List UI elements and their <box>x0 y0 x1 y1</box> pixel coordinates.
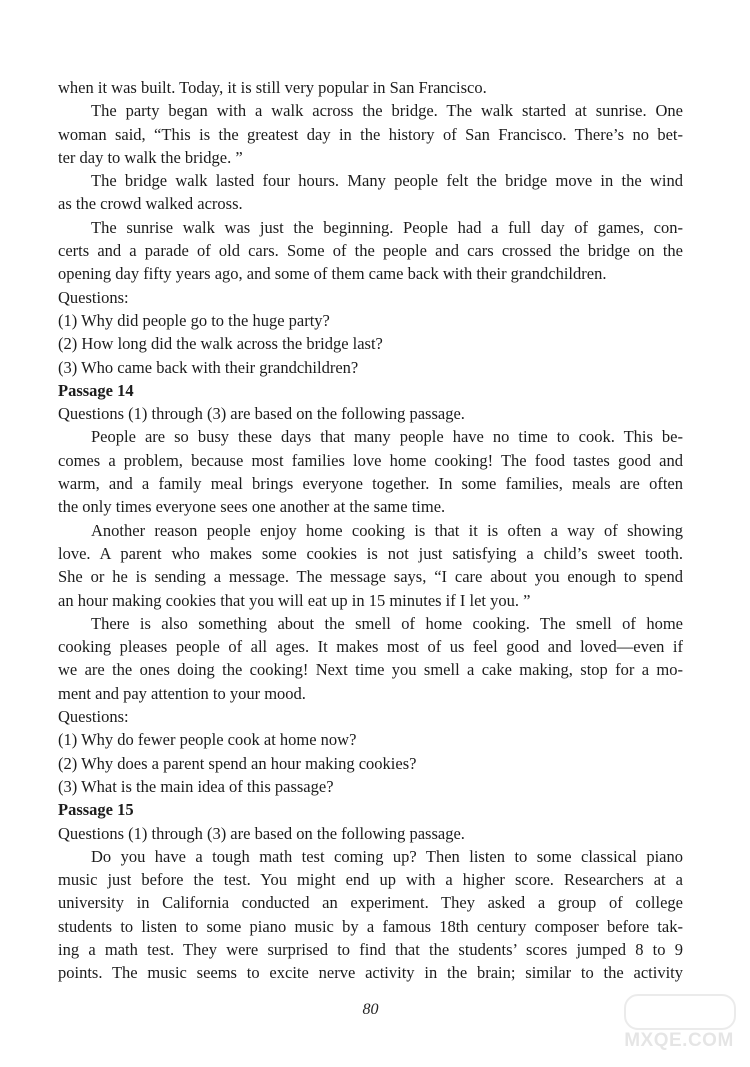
text-line: The sunrise walk was just the beginning. People had a full day of games, con- <box>91 217 683 237</box>
paragraph <box>58 845 683 985</box>
paragraph <box>58 425 683 518</box>
question-item: (2) How long did the walk across the bridge last? <box>58 334 383 354</box>
passage-15 <box>58 798 683 984</box>
text-line: The party began with a walk across the bridge. The walk started at sunrise. One <box>91 101 683 121</box>
paragraph <box>58 76 683 99</box>
text-line: Do you have a tough math test coming up? Then listen to some classical piano <box>91 846 683 866</box>
text-line: There is also something about the smell of home cooking. The smell of home <box>91 613 683 633</box>
watermark-stamp-shape <box>624 994 736 1030</box>
text-line: love. A parent who makes some cookies is not just satisfying a child’s sweet tooth. <box>58 543 683 563</box>
passage-intro: Questions (1) through (3) are based on the following passage. <box>58 823 465 843</box>
paragraph <box>58 216 683 286</box>
text-line: points. The music seems to excite nerve activity in the brain; similar to the activity <box>58 963 683 983</box>
questions-label: Questions: <box>58 707 129 727</box>
text-line: The bridge walk lasted four hours. Many people felt the bridge move in the wind <box>91 171 683 191</box>
text-line: ment and pay attention to your mood. <box>58 683 306 703</box>
questions-label: Questions: <box>58 287 129 307</box>
page-body <box>58 76 683 985</box>
text-line: woman said, “This is the greatest day in the history of San Francisco. There’s no bet- <box>58 124 683 144</box>
text-line: comes a problem, because most families love home cooking! The food tastes good and <box>58 450 683 470</box>
question-item: (1) Why did people go to the huge party? <box>58 310 330 330</box>
text-line: the only times everyone sees one another at the same time. <box>58 497 446 517</box>
watermark <box>620 994 738 1060</box>
question-item: (3) What is the main idea of this passage? <box>58 776 334 796</box>
paragraph <box>58 169 683 216</box>
passage-14 <box>58 379 683 798</box>
text-line: when it was built. Today, it is still very popular in San Francisco. <box>58 78 487 97</box>
paragraph <box>58 519 683 612</box>
text-line: opening day fifty years ago, and some of them came back with their grandchildren. <box>58 264 607 284</box>
text-line: Another reason people enjoy home cooking is that it is often a way of showing <box>91 520 683 540</box>
paragraph <box>58 99 683 169</box>
text-line: university in California conducted an experiment. They asked a group of college <box>58 893 683 913</box>
watermark-text: MXQE.COM <box>624 1030 734 1051</box>
text-line: an hour making cookies that you will eat up in 15 minutes if I let you. ” <box>58 590 531 610</box>
question-item: (3) Who came back with their grandchildren? <box>58 357 359 377</box>
text-line: we are the ones doing the cooking! Next time you smell a cake making, stop for a mo- <box>58 660 683 680</box>
text-line: ing a math test. They were surprised to find that the students’ scores jumped 8 to 9 <box>58 939 683 959</box>
text-line: ter day to walk the bridge. ” <box>58 147 243 167</box>
text-line: music just before the test. You might end up with a higher score. Researchers at a <box>58 870 683 890</box>
question-item: (1) Why do fewer people cook at home now? <box>58 730 357 750</box>
passage-intro: Questions (1) through (3) are based on the following passage. <box>58 404 465 424</box>
text-line: She or he is sending a message. The message says, “I care about you enough to spend <box>58 567 683 587</box>
text-line: as the crowd walked across. <box>58 194 243 214</box>
page-number: 80 <box>362 1001 379 1018</box>
text-line: certs and a parade of old cars. Some of the people and cars crossed the bridge on the <box>58 241 683 261</box>
previous-passage-end <box>58 76 683 379</box>
paragraph <box>58 612 683 705</box>
passage-heading: Passage 15 <box>58 800 134 820</box>
passage-heading: Passage 14 <box>58 380 134 400</box>
question-item: (2) Why does a parent spend an hour making cookies? <box>58 753 417 773</box>
text-line: students to listen to some piano music by a famous 18th century composer before tak- <box>58 916 683 936</box>
text-line: People are so busy these days that many people have no time to cook. This be- <box>91 427 683 447</box>
text-line: cooking pleases people of all ages. It makes most of us feel good and loved—even if <box>58 637 683 657</box>
text-line: warm, and a family meal brings everyone together. In some families, meals are often <box>58 474 683 494</box>
